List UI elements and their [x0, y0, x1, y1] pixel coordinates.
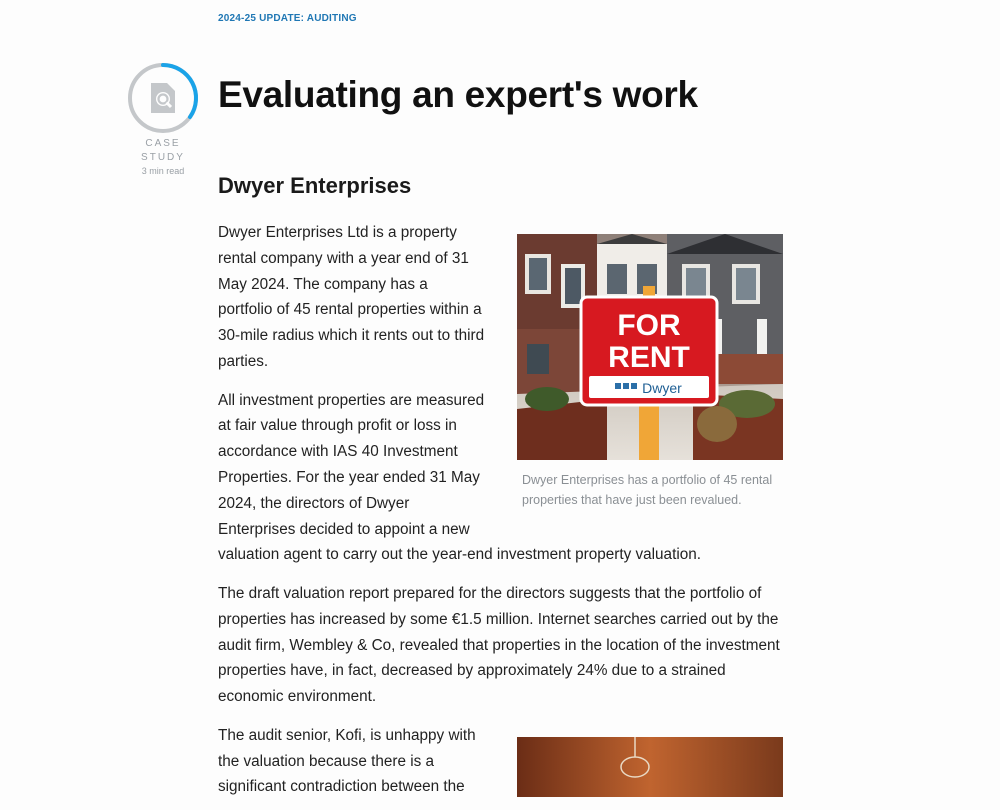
paragraph-1: Dwyer Enterprises Ltd is a property rental company with a year end of 31 May 2024. The company has a portfolio of 45 rental properties within a 30-mile radius which it rents out to third parties. — [218, 224, 485, 370]
badge-label-line2: STUDY — [141, 152, 185, 163]
read-time: 3 min read — [141, 166, 185, 176]
for-rent-sign-image — [517, 234, 783, 460]
section-heading: Dwyer Enterprises — [218, 173, 412, 198]
for-rent-figure — [517, 234, 783, 510]
paragraph-4: The audit senior, Kofi, is unhappy with the valuation because there is a significant contradiction between the — [218, 726, 476, 796]
magnifier-document-icon — [127, 62, 199, 134]
figure-caption: Dwyer Enterprises has a portfolio of 45 rental properties that have just been revalued. — [522, 473, 773, 507]
page-title: Evaluating an expert's work — [218, 74, 698, 115]
article-body — [218, 170, 783, 810]
case-study-badge — [127, 62, 199, 177]
sign-text-line1: FOR — [617, 309, 681, 342]
second-figure — [517, 737, 783, 797]
sign-text-line2: RENT — [608, 341, 690, 374]
second-figure-image — [517, 737, 783, 797]
badge-label-line1: CASE — [145, 138, 181, 149]
sign-brand-text: Dwyer — [642, 380, 682, 396]
paragraph-3: The draft valuation report prepared for the directors suggests that the portfolio of properties has increased by some €1.5 million. Internet searches carried out by the audit firm, Wembley & Co, revealed that properties in the location of the investment properties have, in fact, decreased by approximately 24% due to a strained economic environment. — [218, 584, 780, 706]
paragraph-2: All investment properties are measured at fair value through profit or loss in accordance with IAS 40 Investment Properties. For the year ended 31 May 2024, the directors of Dwyer Enterprises decided to appoint a new valuation agent to carry out the year-end investment property valuation. — [218, 391, 701, 564]
category-kicker[interactable]: 2024-25 UPDATE: AUDITING — [218, 13, 357, 24]
